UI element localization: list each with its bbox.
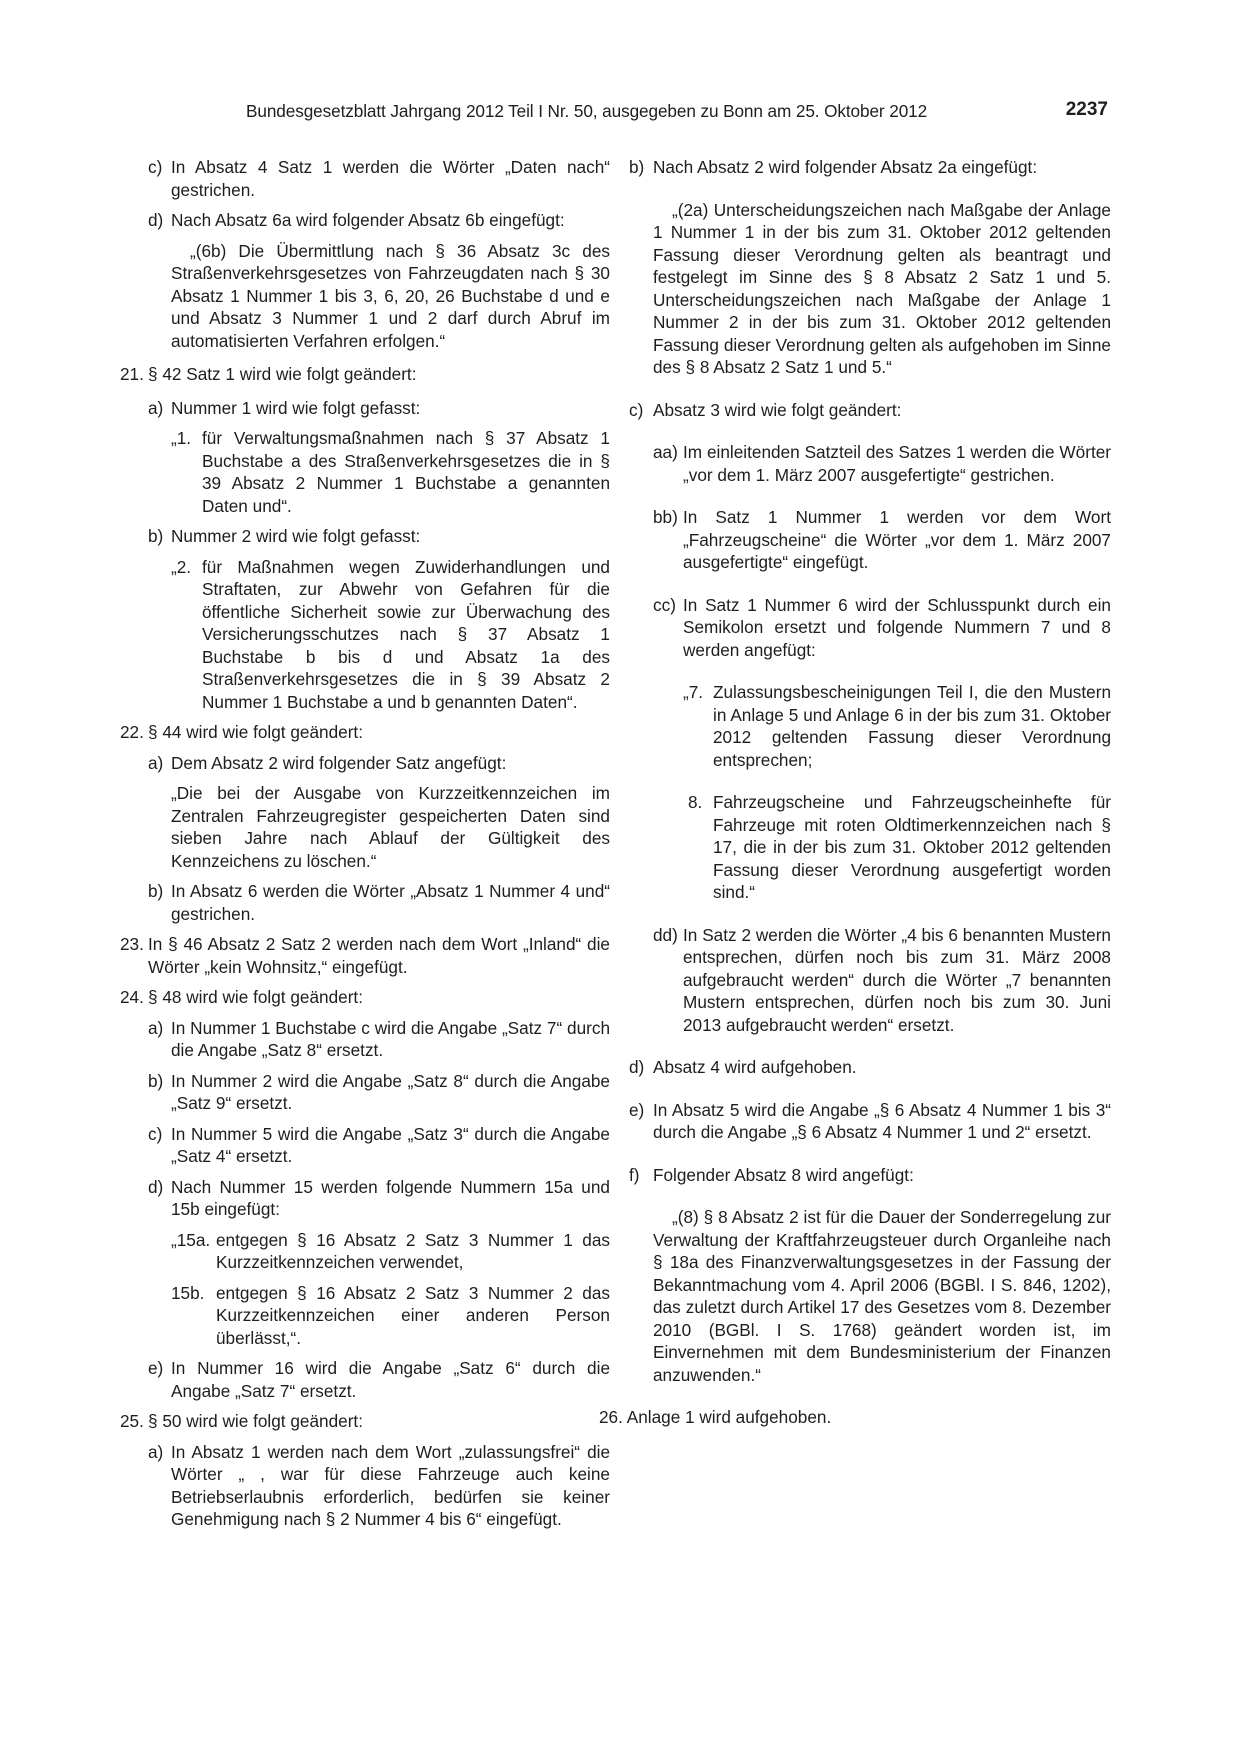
list-item: d) Nach Nummer 15 werden folgende Nummern 15a und 15b eingefügt: [148,1176,610,1219]
list-item: a) In Nummer 1 Buchstabe c wird die Angabe „Satz 7“ durch die Angabe „Satz 8“ ersetzt. [148,1017,610,1060]
list-item: e) In Absatz 5 wird die Angabe „§ 6 Absatz 4 Nummer 1 bis 3“ durch die Angabe „§ 6 Absatz 4 Nummer 1 und 2“ ersetzt. [629,1099,1111,1142]
list-item: „7. Zulassungsbescheinigungen Teil I, die den Mustern in Anlage 5 und Anlage 6 in der bis zum 31. Oktober 2012 geltenden Fassung dieser Verordnung entsprechen; [683,682,1111,770]
list-item: bb) In Satz 1 Nummer 1 werden vor dem Wort „Fahrzeugscheine“ die Wörter „vor dem 1. März 2007 ausgefertigte“ eingefügt. [653,507,1111,572]
quoted-paragraph: „(8) § 8 Absatz 2 ist für die Dauer der Sonderregelung zur Verwaltung der Kraftfahrzeugsteuer durch Organleihe nach § 18a des Finanzverwaltungsgesetzes in der Fassung der Bekanntmachung vom 4. April 2006 (BGBl. I S. 846, 1202), das zuletzt durch Artikel 17 des Gesetzes vom 8. Dezember 2010 (BGBl. I S. 1768) geändert worden ist, im Einvernehmen mit dem Bundesministerium der Finanzen anzuwenden.“ [653,1207,1111,1385]
list-item: „15a. entgegen § 16 Absatz 2 Satz 3 Nummer 1 das Kurzzeitkennzeichen verwendet, [171,1229,610,1272]
list-item: c) In Absatz 4 Satz 1 werden die Wörter „Daten nach“ gestrichen. [148,157,610,200]
list-item: f) Folgender Absatz 8 wird angefügt: [629,1164,914,1185]
list-item: 8. Fahrzeugscheine und Fahrzeugscheinhefte für Fahrzeuge mit roten Oldtimerkennzeichen nach § 17, die in der bis zum 31. Oktober 2012 geltenden Fassung dieser Verordnung ausgefertigt worden sind.“ [688,792,1111,902]
list-item: b) Nach Absatz 2 wird folgender Absatz 2a eingefügt: [629,157,1038,177]
list-item: dd) In Satz 2 werden die Wörter „4 bis 6 benannten Mustern entsprechen, dürfen noch bis zum 31. März 2008 aufgebraucht werden“ durch die Wörter „7 benannten Mustern entsprechen, dürfen noch bis zum 30. Juni 2013 aufgebraucht werden“ ersetzt. [653,924,1111,1035]
list-item: „1. für Verwaltungsmaßnahmen nach § 37 Absatz 1 Buchstabe a des Straßenverkehrsgesetzes die in § 39 Absatz 2 Nummer 1 Buchstabe a genannten Daten und“. [171,428,610,516]
header-title: Bundesgesetzblatt Jahrgang 2012 Teil I Nr. 50, ausgegeben zu Bonn am 25. Oktober 2012 [246,101,928,121]
quoted-paragraph: „Die bei der Ausgabe von Kurzzeitkennzeichen im Zentralen Fahrzeugregister gespeicherten Daten sind sieben Jahre nach Ablauf der Gültigkeit des Kennzeichens zu löschen.“ [171,783,610,871]
list-item: cc) In Satz 1 Nummer 6 wird der Schlusspunkt durch ein Semikolon ersetzt und folgende Nummern 7 und 8 werden angefügt: [653,594,1111,660]
list-item: „2. für Maßnahmen wegen Zuwiderhandlungen und Straftaten, zur Abwehr von Gefahren für die öffentliche Sicherheit sowie zur Überwachung des Versicherungsschutzes nach § 37 Absatz 1 Buchstabe b bis d und Absatz 1a des Straßenverkehrsgesetzes die in § 39 Absatz 2 Nummer 1 Buchstabe a und b genannten Daten“. [171,556,610,712]
list-item: a) Dem Absatz 2 wird folgender Satz angefügt: [148,752,507,773]
list-item: d) Nach Absatz 6a wird folgender Absatz 6b eingefügt: [148,210,565,230]
list-item: a) Nummer 1 wird wie folgt gefasst: [148,397,421,418]
quoted-paragraph: „(2a) Unterscheidungszeichen nach Maßgabe der Anlage 1 Nummer 1 in der bis zum 31. Oktober 2012 geltenden Fassung dieser Verordnung gelten als beantragt und festgelegt im Sinne des § 8 Absatz 2 Satz 1 und 5. Unterscheidungszeichen nach Maßgabe der Anlage 1 Nummer 2 in der bis zum 31. Oktober 2012 geltenden Fassung dieser Verordnung gelten als aufgehoben im Sinne des § 8 Absatz 2 Satz 1 und 5.“ [653,199,1111,377]
list-item: e) In Nummer 16 wird die Angabe „Satz 6“ durch die Angabe „Satz 7“ ersetzt. [148,1358,610,1401]
list-item: b) In Nummer 2 wird die Angabe „Satz 8“ durch die Angabe „Satz 9“ ersetzt. [148,1070,610,1113]
list-item: 21. § 42 Satz 1 wird wie folgt geändert: [120,364,417,384]
list-item: 25. § 50 wird wie folgt geändert: [120,1411,363,1431]
list-item: b) In Absatz 6 werden die Wörter „Absatz 1 Nummer 4 und“ gestrichen. [148,881,610,924]
list-item: 22. § 44 wird wie folgt geändert: [120,722,363,742]
list-item: 24. § 48 wird wie folgt geändert: [120,987,363,1007]
page-number: 2237 [1065,99,1108,120]
list-item: 15b. entgegen § 16 Absatz 2 Satz 3 Nummer 2 das Kurzzeitkennzeichen einer anderen Person überlässt,“. [171,1282,610,1348]
left-column [120,156,610,1531]
list-item: c) In Nummer 5 wird die Angabe „Satz 3“ durch die Angabe „Satz 4“ ersetzt. [148,1123,610,1166]
page-header [246,101,1108,127]
list-item: aa) Im einleitenden Satzteil des Satzes 1 werden die Wörter „vor dem 1. März 2007 ausgefertigte“ gestrichen. [653,442,1111,485]
right-column [599,156,1111,1429]
list-item: a) In Absatz 1 werden nach dem Wort „zulassungsfrei“ die Wörter „ , war für diese Fahrzeuge auch keine Betriebserlaubnis erforderlich, bedürfen sie keiner Genehmigung nach § 2 Nummer 4 bis 6“ eingefügt. [148,1441,610,1529]
list-item: 26. Anlage 1 wird aufgehoben. [599,1407,832,1427]
list-item: d) Absatz 4 wird aufgehoben. [629,1057,857,1077]
list-item: b) Nummer 2 wird wie folgt gefasst: [148,526,421,546]
list-item: 23. In § 46 Absatz 2 Satz 2 werden nach dem Wort „Inland“ die Wörter „kein Wohnsitz,“ eingefügt. [120,934,610,977]
quoted-paragraph: „(6b) Die Übermittlung nach § 36 Absatz 3c des Straßenverkehrsgesetzes von Fahrzeugdaten nach § 30 Absatz 1 Nummer 1 bis 3, 6, 20, 26 Buchstabe d und e und Absatz 3 Nummer 1 und 2 darf durch Abruf im automatisierten Verfahren erfolgen.“ [171,240,610,351]
list-item: c) Absatz 3 wird wie folgt geändert: [629,399,902,420]
